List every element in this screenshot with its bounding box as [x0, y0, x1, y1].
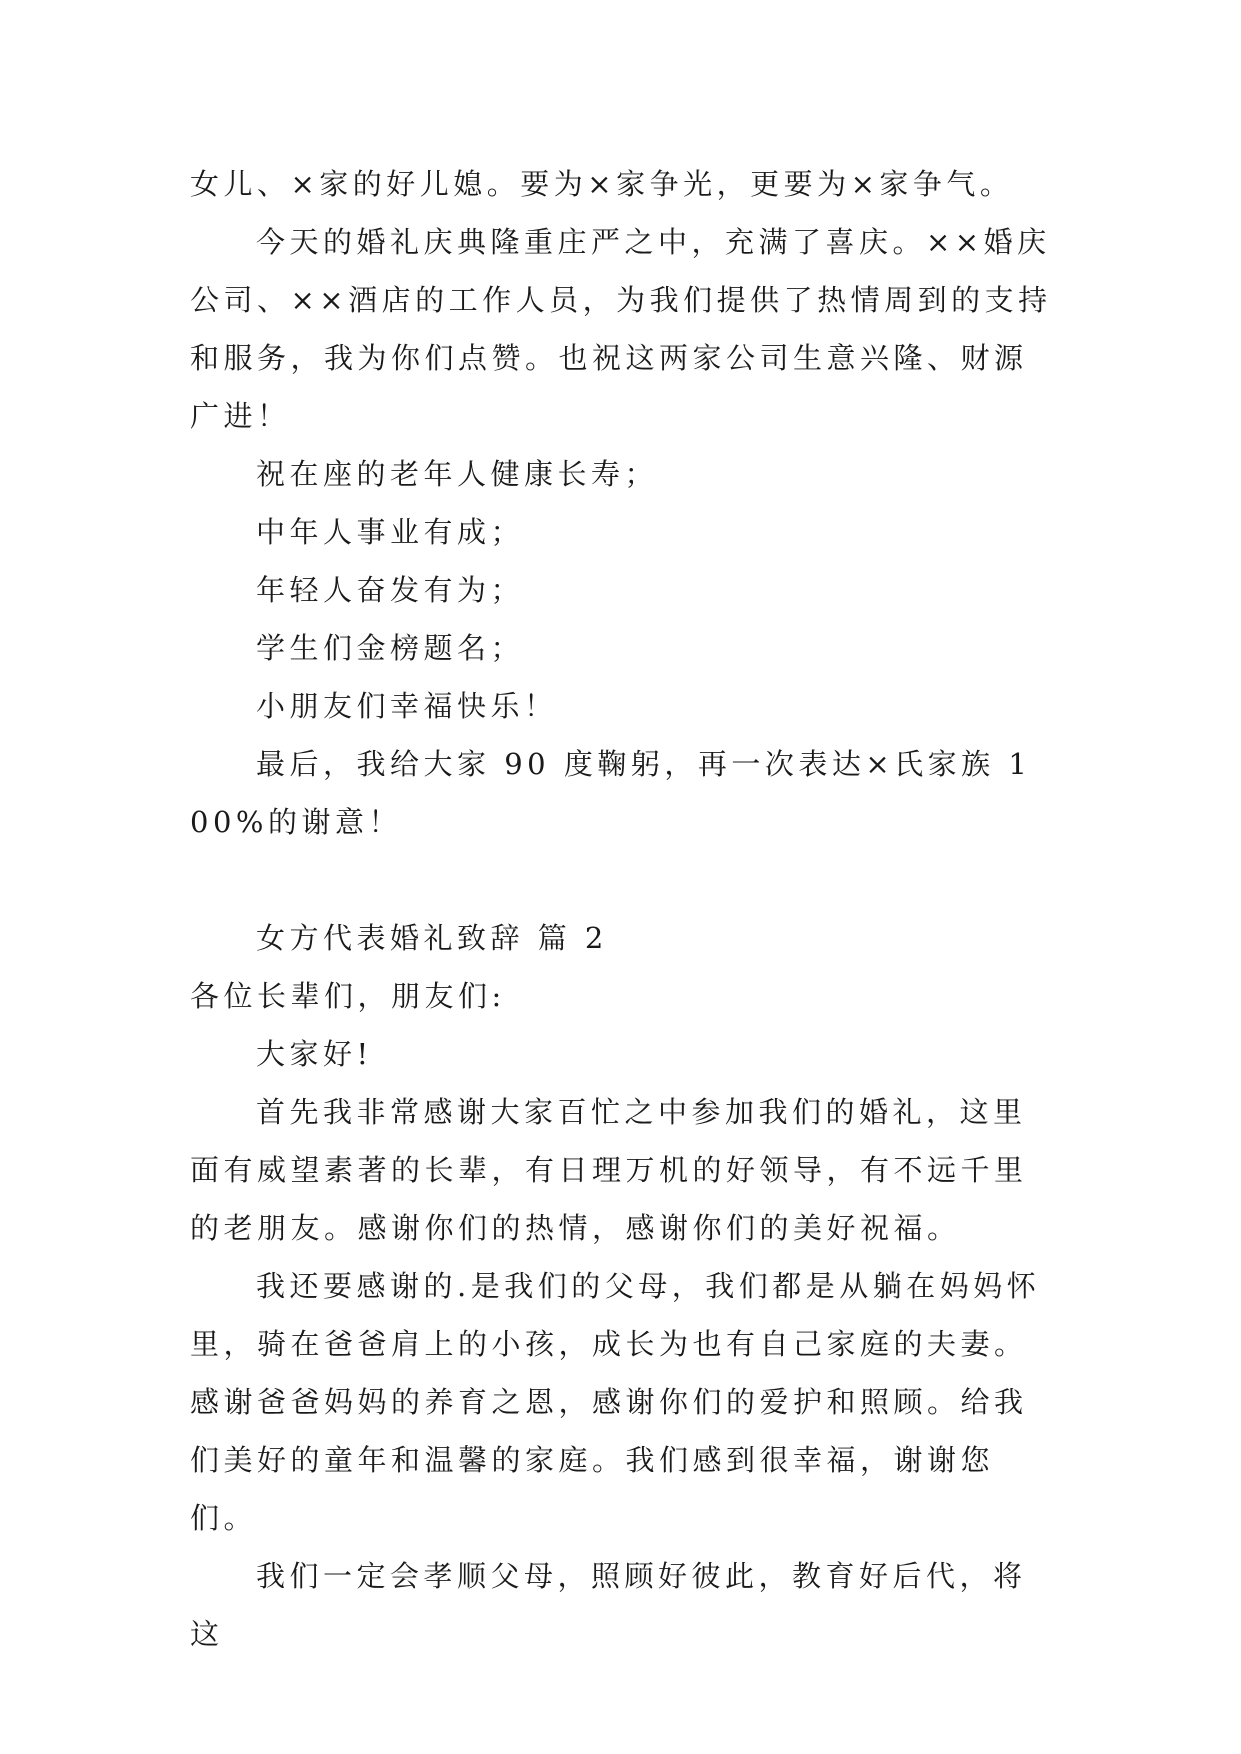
paragraph: 首先我非常感谢大家百忙之中参加我们的婚礼，这里面有威望素著的长辈，有日理万机的好领导，有不远千里的老朋友。感谢你们的热情，感谢你们的美好祝福。 — [190, 1095, 1028, 1245]
paragraph: 今天的婚礼庆典隆重庄严之中，充满了喜庆。××婚庆公司、××酒店的工作人员，为我们提供了热情周到的支持和服务，我为你们点赞。也祝这两家公司生意兴隆、财源广进！ — [190, 225, 1052, 433]
section-spacer — [190, 851, 1052, 909]
paragraph: 小朋友们幸福快乐！ — [256, 689, 558, 723]
paragraph: 女儿、×家的好儿媳。要为×家争光，更要为×家争气。 — [190, 167, 1014, 201]
paragraph: 学生们金榜题名； — [256, 631, 525, 665]
paragraph: 我们一定会孝顺父母，照顾好彼此，教育好后代，将这 — [190, 1559, 1027, 1651]
document-body — [190, 155, 1052, 1663]
salutation: 各位长辈们，朋友们: — [190, 979, 506, 1013]
paragraph: 年轻人奋发有为； — [256, 573, 525, 607]
paragraph: 我还要感谢的.是我们的父母，我们都是从躺在妈妈怀里，骑在爸爸肩上的小孩，成长为也有自己家庭的夫妻。感谢爸爸妈妈的养育之恩，感谢你们的爱护和照顾。给我们美好的童年和温馨的家庭。我们感到很幸福，谢谢您们。 — [190, 1269, 1041, 1535]
paragraph: 祝在座的老年人健康长寿； — [256, 457, 659, 491]
paragraph: 最后，我给大家 90 度鞠躬，再一次表达×氏家族 100%的谢意！ — [190, 747, 1032, 839]
paragraph: 中年人事业有成； — [256, 515, 525, 549]
greeting: 大家好! — [256, 1037, 373, 1071]
section-heading: 女方代表婚礼致辞 篇 2 — [256, 921, 608, 955]
